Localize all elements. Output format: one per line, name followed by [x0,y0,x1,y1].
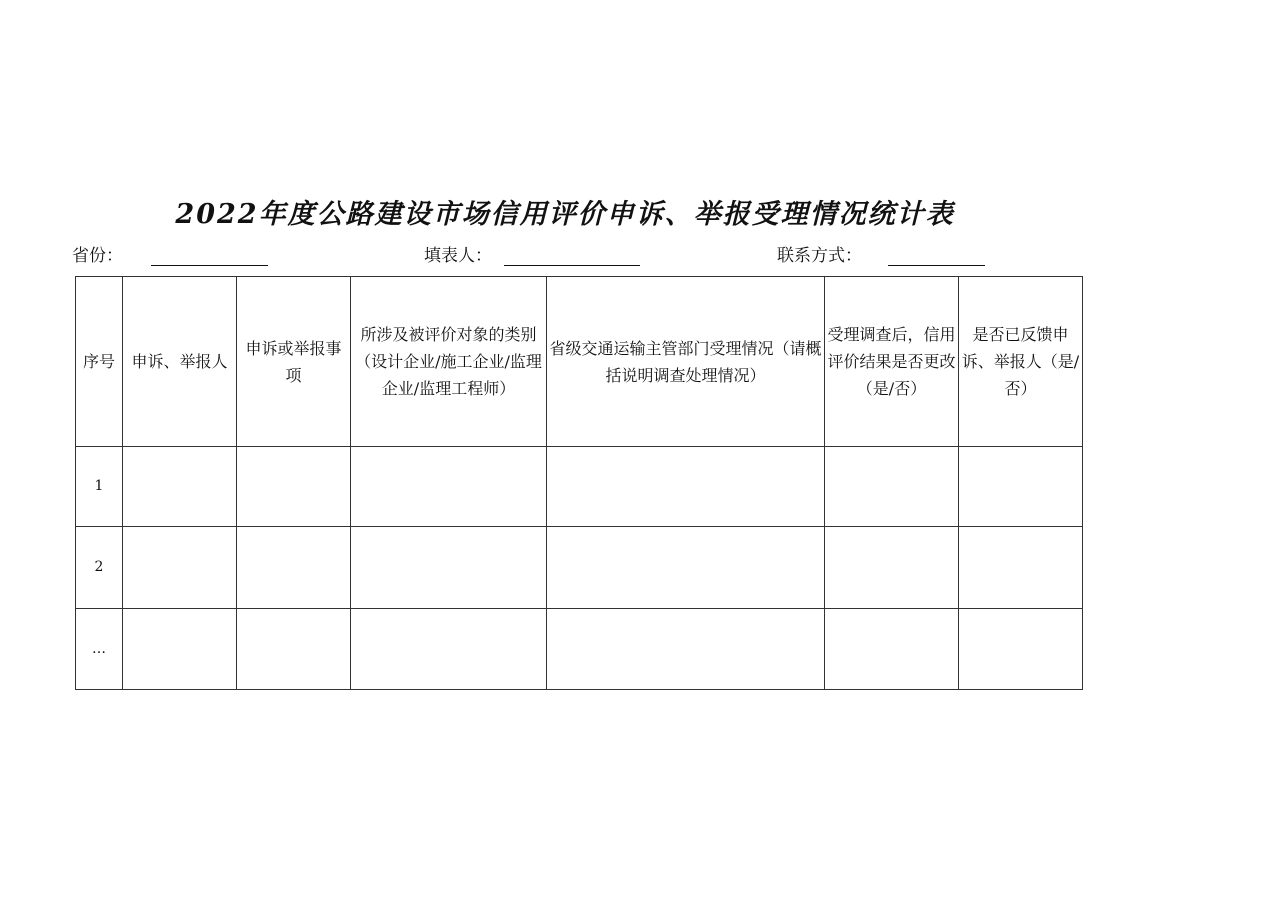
table-cell[interactable] [959,609,1083,690]
form-fields-row [0,243,1280,269]
table-cell[interactable] [547,609,825,690]
table-header-row [76,277,1083,447]
row-seq: 2 [76,527,123,609]
table-cell[interactable] [351,609,547,690]
filler-label: 填表人： [424,246,492,266]
contact-label: 联系方式： [777,246,862,266]
table-cell[interactable] [123,447,237,527]
row-seq: 1 [76,447,123,527]
table-cell[interactable] [351,447,547,527]
province-blank-line[interactable] [151,265,268,266]
table-cell[interactable] [237,527,351,609]
table-cell[interactable] [123,527,237,609]
table-cell[interactable] [351,527,547,609]
row-seq: … [76,609,123,690]
header-complainant: 申诉、举报人 [123,277,237,447]
table-row [76,609,1083,690]
table-cell[interactable] [959,447,1083,527]
table-cell[interactable] [123,609,237,690]
table-cell[interactable] [825,609,959,690]
table-cell[interactable] [547,447,825,527]
province-label: 省份： [72,246,123,266]
header-acceptance-status: 省级交通运输主管部门受理情况（请概括说明调查处理情况） [547,277,825,447]
table-cell[interactable] [547,527,825,609]
header-evaluated-category: 所涉及被评价对象的类别（设计企业/施工企业/监理企业/监理工程师） [351,277,547,447]
table-cell[interactable] [825,527,959,609]
table-cell[interactable] [237,609,351,690]
table-row [76,527,1083,609]
filler-blank-line[interactable] [504,265,640,266]
table-cell[interactable] [959,527,1083,609]
table-cell[interactable] [825,447,959,527]
header-result-changed: 受理调查后，信用评价结果是否更改（是/否） [825,277,959,447]
header-complaint-matter: 申诉或举报事项 [237,277,351,447]
header-feedback-given: 是否已反馈申诉、举报人（是/否） [959,277,1083,447]
statistics-table [75,276,1083,690]
document-title: 2022年度公路建设市场信用评价申诉、举报受理情况统计表 [175,199,955,230]
header-seq: 序号 [76,277,123,447]
table-row [76,447,1083,527]
table-cell[interactable] [237,447,351,527]
contact-blank-line[interactable] [888,265,985,266]
